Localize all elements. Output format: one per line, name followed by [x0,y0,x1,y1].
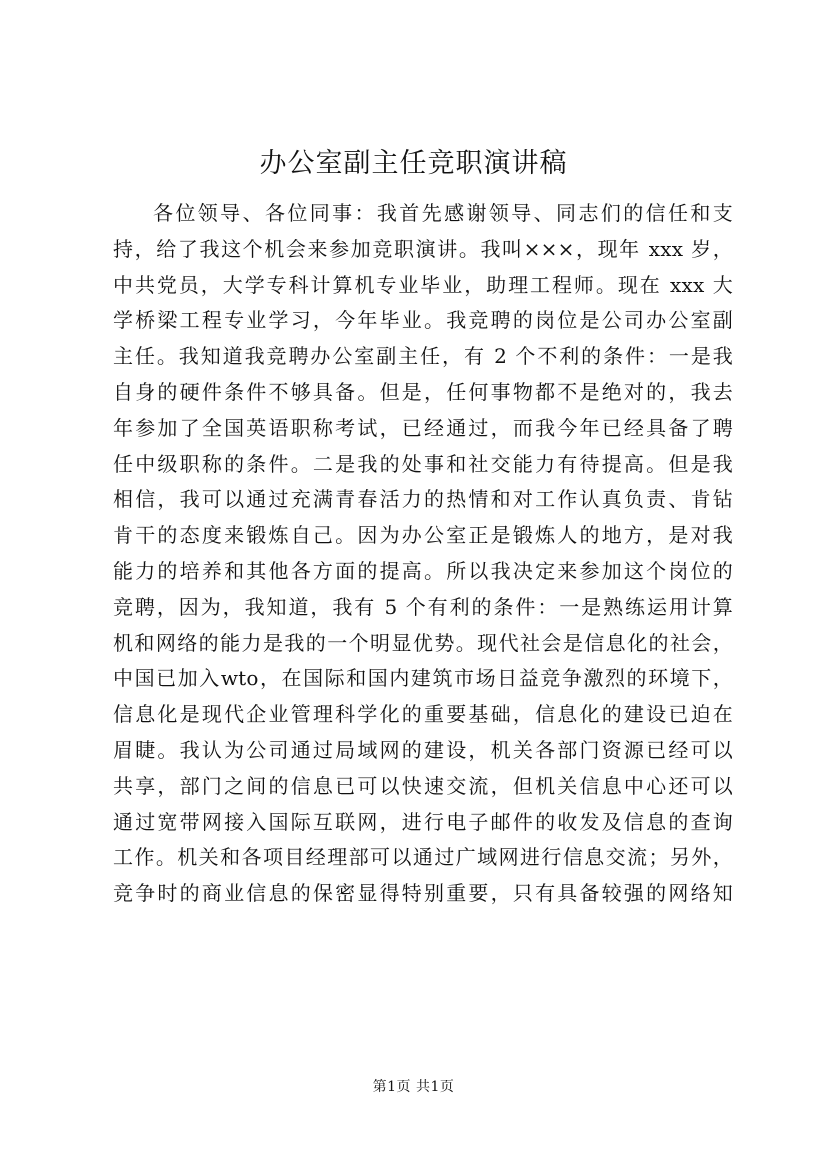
body-line: 竞争时的商业信息的保密显得特别重要，只有具备较强的网络知 [113,881,733,906]
page-footer: 第1页 共1页 [372,1079,455,1095]
body-line: 共享，部门之间的信息已可以快速交流，但机关信息中心还可以 [113,773,733,798]
body-line: 眉睫。我认为公司通过局域网的建设，机关各部门资源已经可以 [113,737,733,762]
body-line: 主任。我知道我竞聘办公室副主任，有 2 个不利的条件：一是我 [113,344,733,369]
body-line: 信息化是现代企业管理科学化的重要基础，信息化的建设已迫在 [113,702,733,727]
document-body [113,196,733,912]
body-line: 中共党员，大学专科计算机专业毕业，助理工程师。现在 xxx 大 [113,272,733,297]
body-line: 机和网络的能力是我的一个明显优势。现代社会是信息化的社会， [113,630,733,655]
body-line: 工作。机关和各项目经理部可以通过广域网进行信息交流；另外， [113,845,733,870]
body-line: 相信，我可以通过充满青春活力的热情和对工作认真负责、肯钻 [113,487,733,512]
body-line: 任中级职称的条件。二是我的处事和社交能力有待提高。但是我 [113,451,733,476]
body-line: 竞聘，因为，我知道，我有 5 个有利的条件：一是熟练运用计算 [113,594,733,619]
body-line: 通过宽带网接入国际互联网，进行电子邮件的收发及信息的查询 [113,809,733,834]
body-line: 持，给了我这个机会来参加竞职演讲。我叫×××，现年 xxx 岁， [113,236,733,261]
body-line: 自身的硬件条件不够具备。但是，任何事物都不是绝对的，我去 [113,379,733,404]
body-line: 肯干的态度来锻炼自己。因为办公室正是锻炼人的地方，是对我 [113,523,733,548]
body-line: 各位领导、各位同事：我首先感谢领导、同志们的信任和支 [153,201,733,225]
body-line: 年参加了全国英语职称考试，已经通过，而我今年已经具备了聘 [113,415,733,440]
body-line: 中国已加入wto，在国际和国内建筑市场日益竞争激烈的环境下， [113,666,733,691]
body-line: 学桥梁工程专业学习，今年毕业。我竞聘的岗位是公司办公室副 [113,308,733,333]
document-title: 办公室副主任竞职演讲稿 [259,148,568,179]
body-line: 能力的培养和其他各方面的提高。所以我决定来参加这个岗位的 [113,558,733,583]
